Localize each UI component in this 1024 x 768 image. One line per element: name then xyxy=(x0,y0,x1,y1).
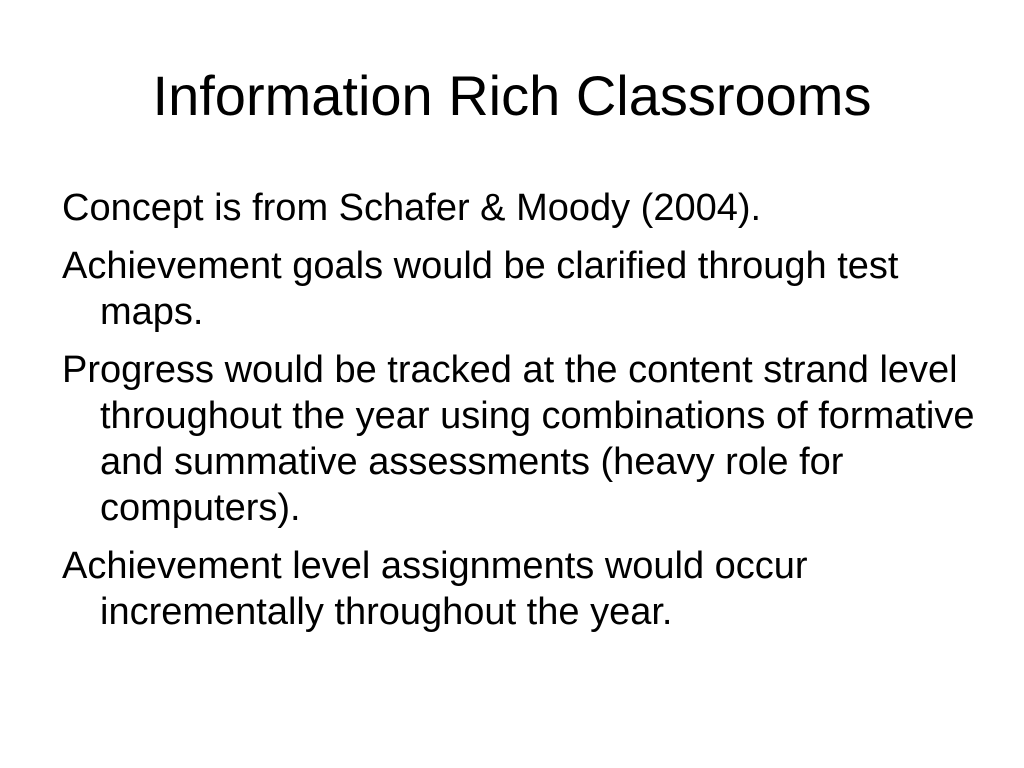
bullet-item-achievement-level-assignments: Achievement level assignments would occur incrementally throughout the year. xyxy=(62,545,808,633)
bullet-item-concept-source: Concept is from Schafer & Moody (2004). xyxy=(62,187,762,229)
bullet-item-achievement-goals: Achievement goals would be clarified through test maps. xyxy=(62,245,899,333)
slide-title: Information Rich Classrooms xyxy=(152,64,872,127)
bullet-list xyxy=(62,185,992,647)
bullet-item-progress-tracking: Progress would be tracked at the content strand level throughout the year using combinations of formative and summative assessments (heavy role for computers). xyxy=(62,349,975,529)
